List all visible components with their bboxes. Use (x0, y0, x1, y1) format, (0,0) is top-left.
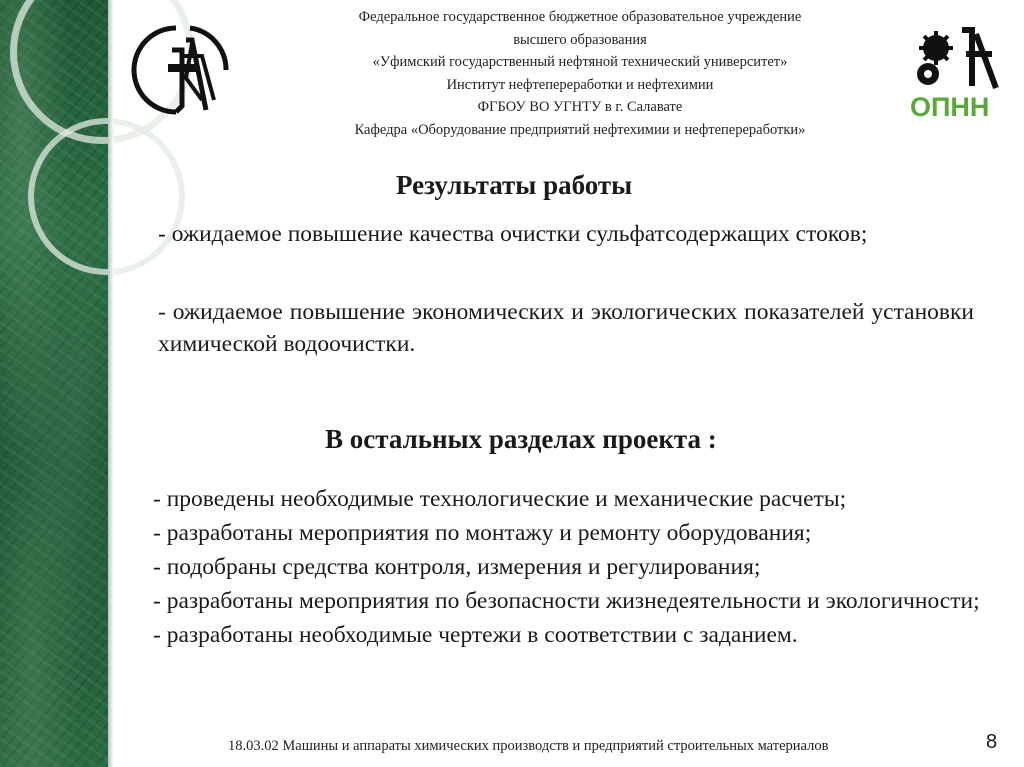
decorative-ring (28, 118, 185, 275)
list-item: - разработаны мероприятия по монтажу и ремонту оборудования; (153, 520, 812, 546)
results-item: - ожидаемое повышение качества очистки сульфатсодержащих стоков; (158, 221, 868, 247)
list-item: - разработаны мероприятия по безопасности жизнедеятельности и экологичности; (153, 588, 980, 614)
header-line: ФГБОУ ВО УГНТУ в г. Салавате (477, 99, 683, 115)
header-line: высшего образования (513, 31, 647, 48)
list-item: - разработаны необходимые чертежи в соответствии с заданием. (153, 622, 798, 648)
results-item: - ожидаемое повышение экономических и экологических показателей установки химической водоочистки. (158, 299, 974, 357)
footer-text: 18.03.02 Машины и аппараты химических производств и предприятий строительных материалов (228, 738, 829, 754)
department-logo-icon (906, 20, 1016, 124)
sections-list (153, 482, 981, 652)
logo-text: ОПНН (910, 92, 990, 122)
header-line: «Уфимский государственный нефтяной технический университет» (372, 54, 788, 70)
page-number: 8 (986, 731, 998, 753)
sections-title: В остальных разделах проекта : (325, 424, 717, 454)
decorative-side-strip (0, 0, 108, 767)
strip-edge (108, 0, 114, 767)
list-item: - проведены необходимые технологические и механические расчеты; (153, 486, 847, 512)
list-item: - подобраны средства контроля, измерения и регулирования; (153, 554, 761, 580)
header (250, 6, 910, 141)
university-logo-icon (128, 20, 238, 120)
header-line: Федеральное государственное бюджетное образовательное учреждение (358, 9, 802, 25)
header-line: Кафедра «Оборудование предприятий нефтехимии и нефтепереработки» (354, 121, 806, 138)
results-title: Результаты работы (396, 170, 633, 200)
header-line: Институт нефтепереработки и нефтехимии (446, 76, 714, 93)
